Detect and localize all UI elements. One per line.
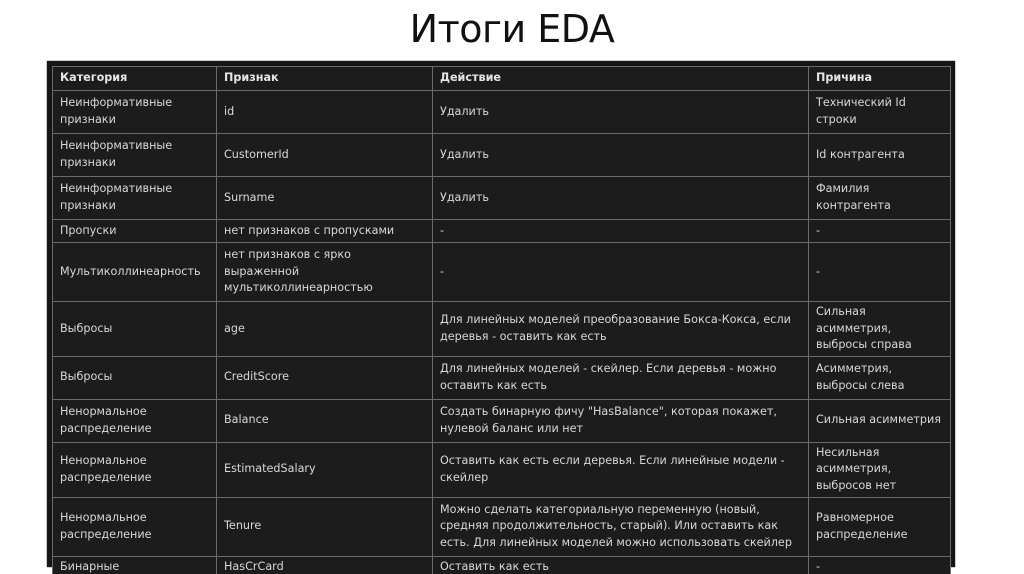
- cell-action: Оставить как есть если деревья. Если линейные модели - скейлер: [433, 442, 809, 497]
- cell-category: Мультиколлинеарность: [53, 243, 217, 302]
- cell-category: Ненормальное распределение: [53, 442, 217, 497]
- cell-category: Ненормальное распределение: [53, 399, 217, 442]
- cell-feature: CustomerId: [217, 134, 433, 177]
- cell-reason: Асимметрия, выбросы слева: [809, 356, 951, 399]
- cell-feature: нет признаков с ярко выраженной мультиколлинеарностью: [217, 243, 433, 302]
- table-row: [53, 356, 951, 399]
- cell-category: Бинарные: [53, 556, 217, 574]
- table-row: [53, 134, 951, 177]
- table-row: [53, 243, 951, 302]
- table-row: [53, 556, 951, 574]
- cell-feature: age: [217, 302, 433, 357]
- cell-reason: Фамилия контрагента: [809, 177, 951, 220]
- eda-summary-table: [52, 66, 951, 574]
- cell-feature: Surname: [217, 177, 433, 220]
- cell-reason: -: [809, 556, 951, 574]
- cell-feature: Balance: [217, 399, 433, 442]
- cell-feature: CreditScore: [217, 356, 433, 399]
- cell-action: Удалить: [433, 91, 809, 134]
- cell-category: Пропуски: [53, 220, 217, 243]
- table-row: [53, 177, 951, 220]
- cell-feature: нет признаков с пропусками: [217, 220, 433, 243]
- cell-reason: Несильная асимметрия, выбросов нет: [809, 442, 951, 497]
- table-row: [53, 497, 951, 556]
- header-feature: Признак: [217, 67, 433, 91]
- header-reason: Причина: [809, 67, 951, 91]
- cell-feature: id: [217, 91, 433, 134]
- cell-reason: Сильная асимметрия: [809, 399, 951, 442]
- cell-reason: Сильная асимметрия, выбросы справа: [809, 302, 951, 357]
- cell-feature: HasCrCard: [217, 556, 433, 574]
- table-row: [53, 442, 951, 497]
- cell-action: Удалить: [433, 134, 809, 177]
- cell-feature: EstimatedSalary: [217, 442, 433, 497]
- cell-action: Можно сделать категориальную переменную (новый, средняя продолжительность, старый). Или оставить как есть. Для линейных моделей можно использовать скейлер: [433, 497, 809, 556]
- header-action: Действие: [433, 67, 809, 91]
- cell-action: -: [433, 243, 809, 302]
- cell-category: Неинформативные признаки: [53, 91, 217, 134]
- cell-category: Неинформативные признаки: [53, 177, 217, 220]
- cell-reason: -: [809, 243, 951, 302]
- table-row: [53, 220, 951, 243]
- cell-action: Создать бинарную фичу "HasBalance", которая покажет, нулевой баланс или нет: [433, 399, 809, 442]
- cell-category: Ненормальное распределение: [53, 497, 217, 556]
- cell-reason: Технический Id строки: [809, 91, 951, 134]
- table-row: [53, 399, 951, 442]
- slide-title: Итоги EDA: [409, 7, 615, 51]
- table-row: [53, 302, 951, 357]
- cell-action: Оставить как есть: [433, 556, 809, 574]
- cell-category: Неинформативные признаки: [53, 134, 217, 177]
- table-row: [53, 91, 951, 134]
- cell-reason: -: [809, 220, 951, 243]
- cell-reason: Id контрагента: [809, 134, 951, 177]
- cell-category: Выбросы: [53, 302, 217, 357]
- header-category: Категория: [53, 67, 217, 91]
- cell-action: -: [433, 220, 809, 243]
- cell-action: Для линейных моделей преобразование Бокса-Кокса, если деревья - оставить как есть: [433, 302, 809, 357]
- eda-summary-table-frame: [47, 61, 955, 574]
- cell-action: Удалить: [433, 177, 809, 220]
- cell-feature: Tenure: [217, 497, 433, 556]
- table-header-row: [53, 67, 951, 91]
- cell-action: Для линейных моделей - скейлер. Если деревья - можно оставить как есть: [433, 356, 809, 399]
- cell-category: Выбросы: [53, 356, 217, 399]
- cell-reason: Равномерное распределение: [809, 497, 951, 556]
